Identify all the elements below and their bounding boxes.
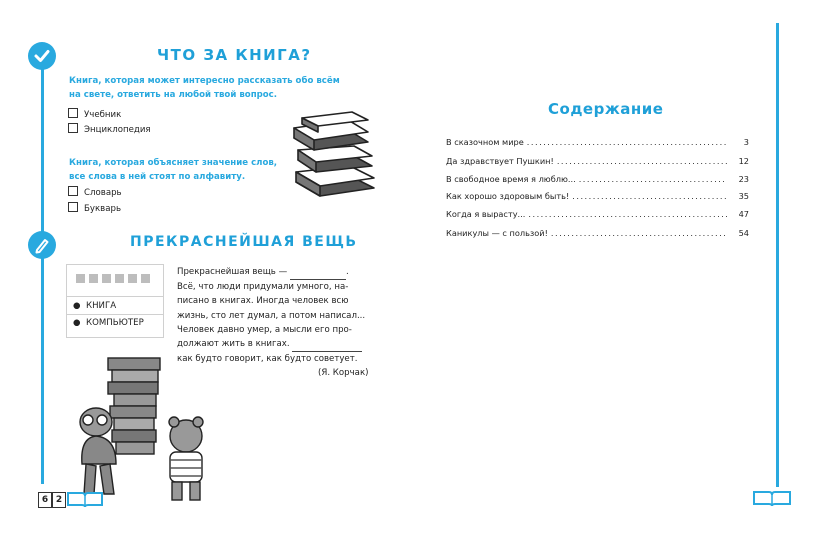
letter-cell[interactable] bbox=[89, 274, 98, 283]
option-textbook[interactable]: Учебник bbox=[68, 108, 121, 120]
passage-text: Прекраснейшая вещь — . Всё, что люди придумали умного, на- писано в книгах. Иногда человек всю жизнь, сто лет думал, а потом написал... Человек давно умер, а мысли его про- должают жить в книгах. как будто говорит, как будто советует. bbox=[177, 267, 366, 365]
toc-entry[interactable]: Как хорошо здоровым быть! ..... 35 bbox=[446, 190, 749, 203]
checkbox[interactable] bbox=[68, 108, 78, 118]
left-page-border bbox=[41, 66, 44, 484]
letter-cell[interactable] bbox=[115, 274, 124, 283]
toc-entry[interactable]: В свободное время я люблю... ..... 23 bbox=[446, 173, 749, 186]
letter-cell[interactable] bbox=[128, 274, 137, 283]
option-dictionary[interactable]: Словарь bbox=[68, 186, 122, 198]
quote-author: (Я. Корчак) bbox=[318, 368, 369, 378]
open-book-icon bbox=[752, 489, 792, 509]
toc-entry[interactable]: Каникулы — с пользой! ..... 54 bbox=[446, 227, 749, 240]
option-encyclopedia[interactable]: Энциклопедия bbox=[68, 123, 151, 135]
letter-cell[interactable] bbox=[102, 274, 111, 283]
page-number-digit: 2 bbox=[52, 492, 66, 508]
divider bbox=[67, 296, 163, 297]
question-2: Книга, которая объясняет значение слов, все слова в ней стоят по алфавиту. bbox=[69, 158, 278, 182]
letter-cell[interactable] bbox=[141, 274, 150, 283]
checkmark-icon bbox=[28, 42, 56, 70]
open-book-icon bbox=[66, 491, 104, 509]
answer-blank[interactable] bbox=[292, 337, 362, 352]
toc-entry[interactable]: Да здравствует Пушкин! ..... 12 bbox=[446, 155, 749, 168]
word-puzzle-box bbox=[66, 264, 164, 338]
section-title-finest-thing: ПРЕКРАСНЕЙШАЯ ВЕЩЬ bbox=[130, 234, 358, 250]
book-stack-illustration bbox=[288, 106, 380, 200]
option-primer[interactable]: Букварь bbox=[68, 202, 121, 214]
toc-entry[interactable]: Когда я вырасту... ..... 47 bbox=[446, 208, 749, 221]
contents-title: Содержание bbox=[548, 100, 664, 118]
checkbox[interactable] bbox=[68, 202, 78, 212]
right-page-border bbox=[776, 23, 779, 487]
puzzle-option-computer[interactable]: ● КОМПЬЮТЕР bbox=[73, 318, 144, 328]
letter-cell[interactable] bbox=[76, 274, 85, 283]
toc-entry[interactable]: В сказочном мире ..... 3 bbox=[446, 136, 749, 149]
animals-with-books-illustration bbox=[68, 352, 228, 512]
pencil-icon bbox=[28, 231, 56, 259]
divider bbox=[67, 314, 163, 315]
page-number-digit: 6 bbox=[38, 492, 52, 508]
answer-blank[interactable] bbox=[290, 265, 346, 280]
question-1: Книга, которая может интересно рассказать обо всём на свете, ответить на любой твой вопрос. bbox=[69, 76, 340, 100]
checkbox[interactable] bbox=[68, 186, 78, 196]
checkbox[interactable] bbox=[68, 123, 78, 133]
puzzle-option-book[interactable]: ● КНИГА bbox=[73, 301, 117, 311]
section-title-what-book: ЧТО ЗА КНИГА? bbox=[157, 46, 312, 64]
